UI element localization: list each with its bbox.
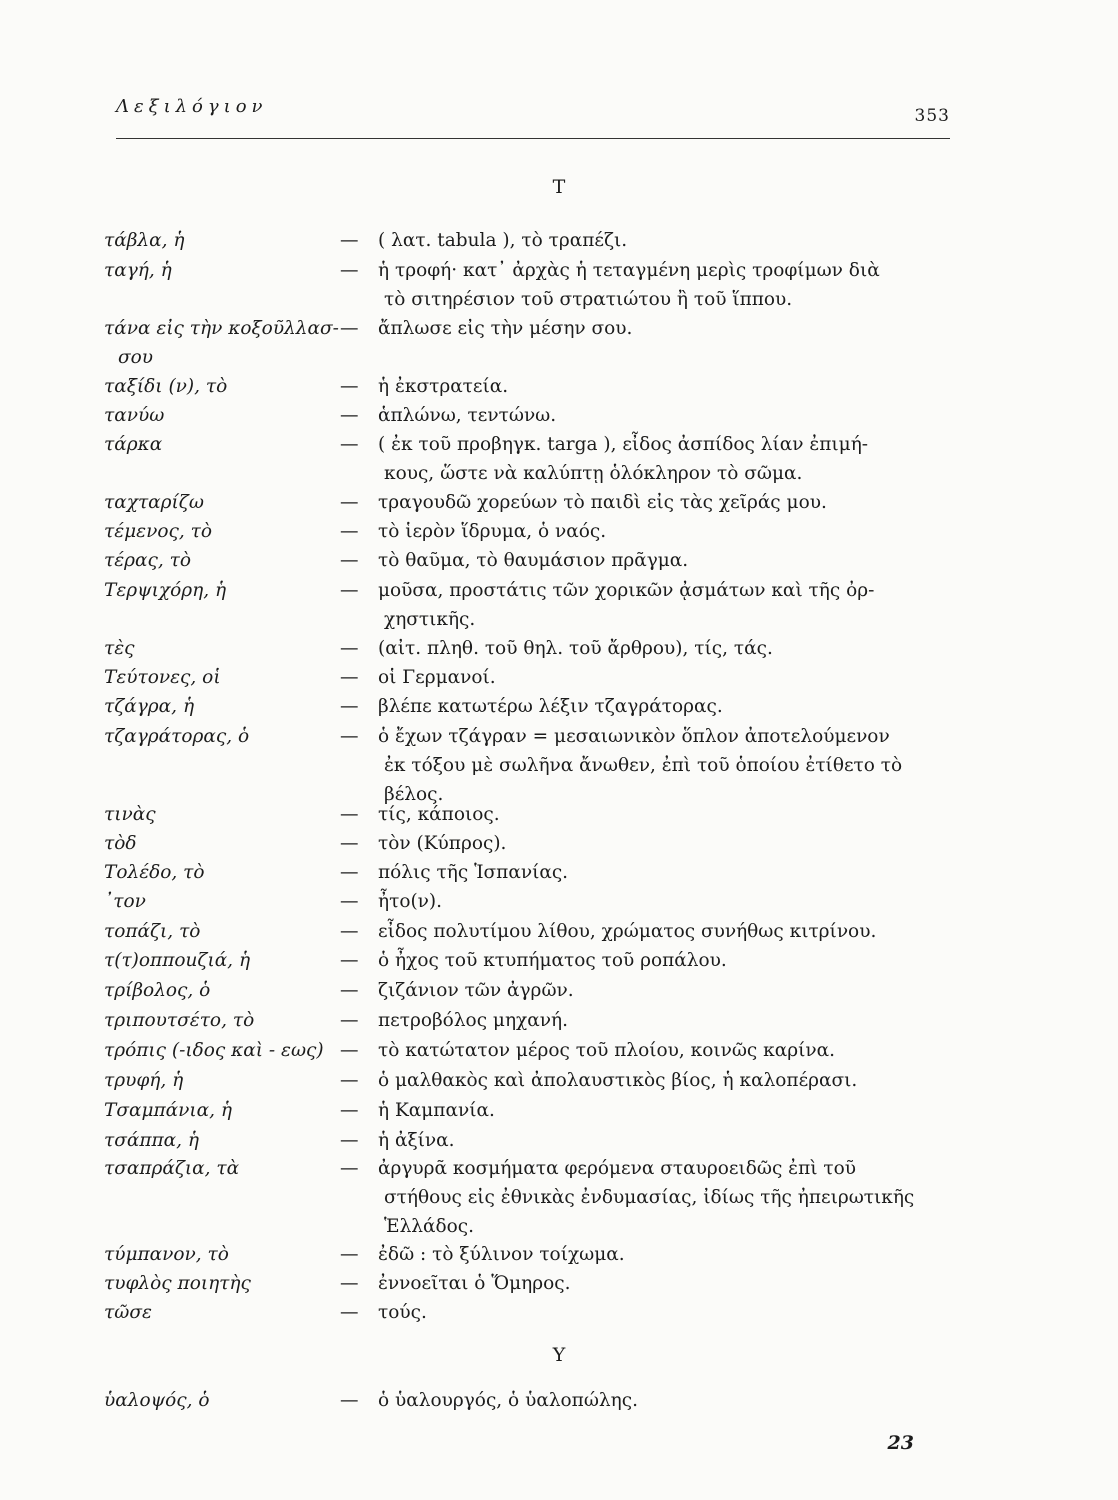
section-letter-tau: Τ: [552, 176, 566, 198]
definition-line: ἄπλωσε εἰς τὴν μέσην σου.: [378, 318, 633, 339]
entry-term-text: ᾿τον: [104, 891, 146, 912]
definition-line: ( ἐκ τοῦ προβηγκ. targa ), εἶδος ἀσπίδος λίαν ἐπιμή-: [378, 434, 869, 455]
entry-term-text: Τεύτονες, οἱ: [104, 667, 221, 688]
entry-term: [104, 226, 354, 255]
entry-definition: [340, 488, 960, 517]
entry-term: [104, 976, 354, 1005]
definition-line: ἡ ἀξίνα.: [378, 1130, 455, 1151]
folio-number: 23: [887, 1432, 914, 1454]
definition-line: ὁ ἔχων τζάγραν = μεσαιωνικὸν ὅπλον ἀποτελούμενον: [378, 726, 890, 747]
entry-term: [104, 314, 354, 372]
entry-definition: [340, 430, 960, 488]
em-dash: —: [340, 833, 359, 854]
section-letter-upsilon: Υ: [552, 1344, 566, 1366]
definition-line: ἐκ τόξου μὲ σωλῆνα ἄνωθεν, ἐπὶ τοῦ ὁποίου ἐτίθετο τὸ: [384, 755, 903, 776]
em-dash: —: [340, 638, 359, 659]
em-dash: —: [340, 1158, 359, 1179]
em-dash: —: [340, 318, 359, 339]
definition-line: τούς.: [378, 1302, 427, 1323]
definition-line: τὸ θαῦμα, τὸ θαυμάσιον πρᾶγμα.: [378, 550, 689, 571]
definition-line: ὁ μαλθακὸς καὶ ἀπολαυστικὸς βίος, ἡ καλοπέρασι.: [378, 1070, 858, 1091]
definition-line: ὁ ὑαλουργός, ὁ ὑαλοπώλης.: [378, 1390, 638, 1411]
definition-line: τὸ σιτηρέσιον τοῦ στρατιώτου ἢ τοῦ ἵππου.: [384, 289, 793, 310]
entry-definition: [340, 887, 960, 916]
em-dash: —: [340, 950, 359, 971]
entry-term: [104, 517, 354, 546]
em-dash: —: [340, 921, 359, 942]
entry-definition: [340, 1126, 960, 1155]
entry-definition: [340, 1154, 960, 1241]
em-dash: —: [340, 804, 359, 825]
em-dash: —: [340, 1070, 359, 1091]
em-dash: —: [340, 1244, 359, 1265]
entry-term-text: τσάππα, ἡ: [104, 1130, 200, 1151]
entry-definition: [340, 722, 960, 809]
entry-definition: [340, 1298, 960, 1327]
definition-line: ἡ τροφή· κατ᾿ ἀρχὰς ἡ τεταγμένη μερὶς τροφίμων διὰ: [378, 260, 880, 281]
entry-term: [104, 663, 354, 692]
entry-term: [104, 1066, 354, 1095]
em-dash: —: [340, 230, 359, 251]
em-dash: —: [340, 405, 359, 426]
entry-term-text: τζάγρα, ἡ: [104, 696, 195, 717]
entry-definition: [340, 800, 960, 829]
em-dash: —: [340, 580, 359, 601]
entry-term: [104, 858, 354, 887]
entry-term-text: τρίβολος, ὁ: [104, 980, 211, 1001]
entry-term-text: τὲς: [104, 638, 135, 659]
definition-line: ἐδῶ : τὸ ξύλινον τοίχωμα.: [378, 1244, 625, 1265]
em-dash: —: [340, 1010, 359, 1031]
entry-term-text: Τολέδο, τὸ: [104, 862, 205, 883]
entry-definition: [340, 858, 960, 887]
entry-term: [104, 1096, 354, 1125]
entry-term: [104, 1269, 354, 1298]
definition-line: ἐννοεῖται ὁ Ὅμηρος.: [378, 1273, 571, 1294]
definition-line: οἱ Γερμανοί.: [378, 667, 496, 688]
entry-term: [104, 372, 354, 401]
entry-definition: [340, 1386, 960, 1415]
header-rule: [116, 138, 950, 139]
definition-line: βέλος.: [384, 784, 444, 805]
entry-term-text: Τερψιχόρη, ἡ: [104, 580, 227, 601]
entry-definition: [340, 692, 960, 721]
em-dash: —: [340, 492, 359, 513]
definition-line: στήθους εἰς ἐθνικὰς ἐνδυμασίας, ἰδίως τῆς ἠπειρωτικῆς: [384, 1187, 915, 1208]
em-dash: —: [340, 1390, 359, 1411]
entry-term-text: Τσαμπάνια, ἡ: [104, 1100, 232, 1121]
entry-term: [104, 829, 354, 858]
entry-definition: [340, 256, 960, 314]
definition-line: πετροβόλος μηχανή.: [378, 1010, 568, 1031]
entry-definition: [340, 1036, 960, 1065]
entry-term: [104, 800, 354, 829]
entry-term-text: ὑαλοψός, ὁ: [104, 1390, 210, 1411]
em-dash: —: [340, 550, 359, 571]
entry-term: [104, 488, 354, 517]
entry-definition: [340, 1066, 960, 1095]
em-dash: —: [340, 1273, 359, 1294]
entry-definition: [340, 546, 960, 575]
entry-term-text: τάβλα, ἡ: [104, 230, 185, 251]
entry-term: [104, 1126, 354, 1155]
em-dash: —: [340, 980, 359, 1001]
entry-term-text: τὸδ: [104, 833, 137, 854]
entry-term: [104, 946, 354, 975]
definition-line: τίς, κάποιος.: [378, 804, 500, 825]
entry-term-text: τζαγράτορας, ὁ: [104, 726, 250, 747]
definition-line: βλέπε κατωτέρω λέξιν τζαγράτορας.: [378, 696, 723, 717]
em-dash: —: [340, 1040, 359, 1061]
definition-line: τὸ ἱερὸν ἵδρυμα, ὁ ναός.: [378, 521, 607, 542]
definition-line: ὁ ἦχος τοῦ κτυπήματος τοῦ ροπάλου.: [378, 950, 727, 971]
definition-line: ἡ Καμπανία.: [378, 1100, 495, 1121]
em-dash: —: [340, 891, 359, 912]
em-dash: —: [340, 1130, 359, 1151]
entry-definition: [340, 372, 960, 401]
entry-definition: [340, 1269, 960, 1298]
definition-line: τὸν (Κύπρος).: [378, 833, 507, 854]
em-dash: —: [340, 726, 359, 747]
definition-line: (αἰτ. πληθ. τοῦ θηλ. τοῦ ἄρθρου), τίς, τάς.: [378, 638, 773, 659]
em-dash: —: [340, 667, 359, 688]
em-dash: —: [340, 862, 359, 883]
entry-term-text: τέμενος, τὸ: [104, 521, 212, 542]
entry-term-text: τύμπανον, τὸ: [104, 1244, 229, 1265]
page-number: 353: [914, 106, 950, 126]
entry-term: [104, 1036, 354, 1065]
definition-line: χηστικῆς.: [384, 609, 476, 630]
entry-term: [104, 692, 354, 721]
em-dash: —: [340, 521, 359, 542]
entry-term-text: τάρκα: [104, 434, 163, 455]
definition-line: ( λατ. tabula ), τὸ τραπέζι.: [378, 230, 628, 251]
entry-definition: [340, 517, 960, 546]
entry-definition: [340, 576, 960, 634]
entry-definition: [340, 226, 960, 255]
entry-definition: [340, 663, 960, 692]
entry-definition: [340, 1096, 960, 1125]
entry-term-text: τῶσε: [104, 1302, 152, 1323]
entry-term-text: ταξίδι (ν), τὸ: [104, 376, 228, 397]
entry-definition: [340, 829, 960, 858]
running-title: Λεξιλόγιον: [116, 96, 268, 117]
definition-line: ἦτο(ν).: [378, 891, 443, 912]
entry-term: [104, 722, 354, 751]
entry-term: [104, 1240, 354, 1269]
entry-definition: [340, 634, 960, 663]
entry-term-text: τανύω: [104, 405, 165, 426]
em-dash: —: [340, 260, 359, 281]
entry-term: [104, 1298, 354, 1327]
entry-definition: [340, 917, 960, 946]
entry-definition: [340, 314, 960, 343]
entry-term: [104, 634, 354, 663]
entry-term-text: τινὰς: [104, 804, 156, 825]
entry-term-text: τρόπις (-ιδος καὶ - εως): [104, 1040, 324, 1061]
entry-definition: [340, 946, 960, 975]
definition-line: ἁπλώνω, τεντώνω.: [378, 405, 557, 426]
entry-definition: [340, 401, 960, 430]
definition-line: εἶδος πολυτίμου λίθου, χρώματος συνήθως κιτρίνου.: [378, 921, 877, 942]
definition-line: ἀργυρᾶ κοσμήματα φερόμενα σταυροειδῶς ἐπὶ τοῦ: [378, 1158, 857, 1179]
entry-term: [104, 1386, 354, 1415]
entry-term-text: τάνα εἰς τὴν κοξοῦλλασ-: [104, 318, 339, 339]
entry-term-text: ταγή, ἡ: [104, 260, 172, 281]
entry-term-text: τρυφή, ἡ: [104, 1070, 184, 1091]
entry-term-text: ταχταρίζω: [104, 492, 204, 513]
definition-line: τὸ κατώτατον μέρος τοῦ πλοίου, κοινῶς καρίνα.: [378, 1040, 835, 1061]
entry-term: [104, 1006, 354, 1035]
entry-term-text: τυφλὸς ποιητὴς: [104, 1273, 251, 1294]
em-dash: —: [340, 376, 359, 397]
entry-term: [104, 256, 354, 285]
entry-term-text: τέρας, τὸ: [104, 550, 192, 571]
entry-term: [104, 401, 354, 430]
em-dash: —: [340, 1100, 359, 1121]
entry-term: [104, 576, 354, 605]
em-dash: —: [340, 696, 359, 717]
definition-line: πόλις τῆς Ἱσπανίας.: [378, 862, 569, 883]
entry-term: [104, 430, 354, 459]
entry-term-text: τ(τ)οπποuζιά, ἡ: [104, 950, 251, 971]
definition-line: Ἑλλάδος.: [384, 1216, 475, 1237]
entry-term-text: τσαπράζια, τὰ: [104, 1158, 240, 1179]
definition-line: ζιζάνιον τῶν ἀγρῶν.: [378, 980, 574, 1001]
definition-line: κους, ὥστε νὰ καλύπτῃ ὁλόκληρον τὸ σῶμα.: [384, 463, 803, 484]
entry-definition: [340, 1240, 960, 1269]
definition-line: μοῦσα, προστάτις τῶν χορικῶν ᾀσμάτων καὶ τῆς ὀρ-: [378, 580, 875, 601]
definition-line: ἡ ἐκστρατεία.: [378, 376, 509, 397]
entry-definition: [340, 976, 960, 1005]
entry-term: [104, 1154, 354, 1183]
entry-term-text: τριπουτσέτο, τὸ: [104, 1010, 255, 1031]
entry-term: [104, 887, 354, 916]
entry-term: [104, 546, 354, 575]
entry-term-text: τοπάζι, τὸ: [104, 921, 201, 942]
entry-term-continuation: σου: [118, 347, 154, 368]
definition-line: τραγουδῶ χορεύων τὸ παιδὶ εἰς τὰς χεῖράς μου.: [378, 492, 827, 513]
entry-term: [104, 917, 354, 946]
em-dash: —: [340, 434, 359, 455]
entry-definition: [340, 1006, 960, 1035]
em-dash: —: [340, 1302, 359, 1323]
